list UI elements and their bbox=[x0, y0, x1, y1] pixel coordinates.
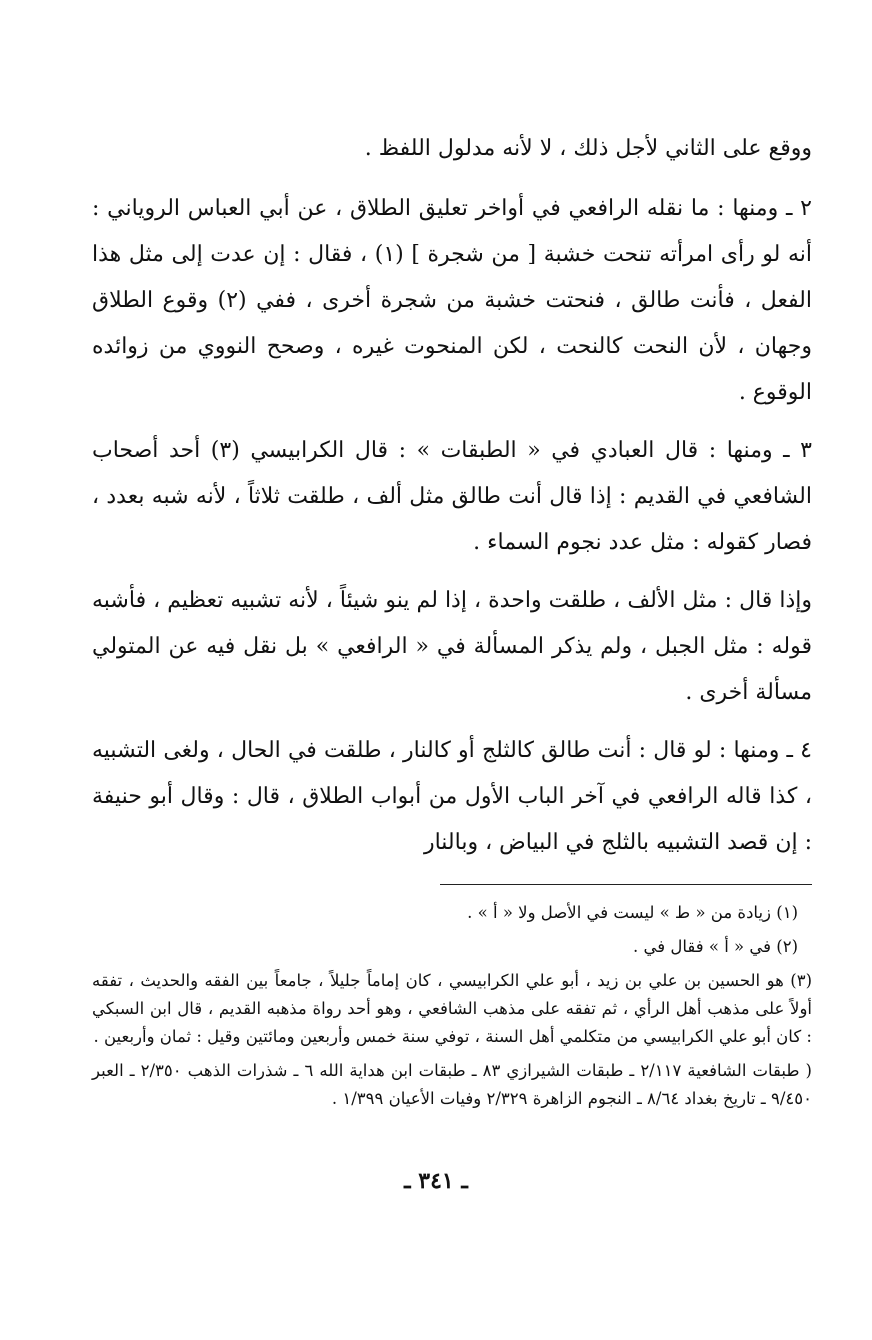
paragraph: ٤ ـ ومنها : لو قال : أنت طالق كالثلج أو كالنار ، طلقت في الحال ، ولغى التشبيه ، كذا قاله الرافعي في آخر الباب الأول من أبواب الطلاق ، قال : وقال أبو حنيفة : إن قصد التشبيه بالثلج في البياض ، وبالنار bbox=[92, 738, 812, 855]
page-number: ـ ٣٤١ ـ bbox=[404, 1168, 468, 1194]
footnote: (٣) هو الحسين بن علي بن زيد ، أبو علي الكرابيسي ، كان إماماً جليلاً ، جامعاً بين الفقه والحديث ، تفقه أولاً على مذهب أهل الرأي ، ثم تفقه على مذهب الشافعي ، وهو أحد رواة مذهبه القديم ، قال ابن السبكي : كان أبو علي الكرابيسي من متكلمي أهل السنة ، توفي سنة خمس وأربعين ومائتين وقيل : ثمان وأربعين . bbox=[92, 971, 812, 1046]
paragraph: ٣ ـ ومنها : قال العبادي في « الطبقات » : قال الكرابيسي (٣) أحد أصحاب الشافعي في القديم : إذا قال أنت طالق مثل ألف ، طلقت ثلاثاً ، لأنه شبه بعدد ، فصار كقوله : مثل عدد نجوم السماء . bbox=[92, 438, 812, 555]
paragraph: ٢ ـ ومنها : ما نقله الرافعي في أواخر تعليق الطلاق ، عن أبي العباس الروياني : أنه لو رأى امرأته تنحت خشبة [ من شجرة ] (١) ، فقال : إن عدت إلى مثل هذا الفعل ، فأنت طالق ، فنحتت خشبة من شجرة أخرى ، ففي (٢) وقوع الطلاق وجهان ، لأن النحت كالنحت ، لكن المنحوت غيره ، وصحح النووي من زوائده الوقوع . bbox=[92, 196, 813, 405]
footnote: (٢) في « أ » فقال في . bbox=[632, 937, 798, 956]
footnote-divider bbox=[440, 884, 812, 885]
footnote-sources: ( طبقات الشافعية ٢/١١٧ ـ طبقات الشيرازي ٨٣ ـ طبقات ابن هداية الله ٦ ـ شذرات الذهب ٢/٣٥٠ ـ العبر ٩/٤٥٠ ـ تاريخ بغداد ٨/٦٤ ـ النجوم الزاهرة ٢/٣٢٩ وفيات الأعيان ١/٣٩٩ . bbox=[92, 1061, 812, 1108]
paragraph: ووقع على الثاني لأجل ذلك ، لا لأنه مدلول اللفظ . bbox=[364, 136, 812, 161]
paragraph: وإذا قال : مثل الألف ، طلقت واحدة ، إذا لم ينو شيئاً ، لأنه تشبيه تعظيم ، فأشبه قوله : مثل الجبل ، ولم يذكر المسألة في « الرافعي » بل نقل فيه عن المتولي مسألة أخرى . bbox=[92, 588, 812, 705]
main-text bbox=[92, 126, 812, 866]
footnote: (١) زيادة من « ط » ليست في الأصل ولا « أ » . bbox=[467, 903, 798, 922]
footnotes bbox=[92, 899, 812, 1113]
